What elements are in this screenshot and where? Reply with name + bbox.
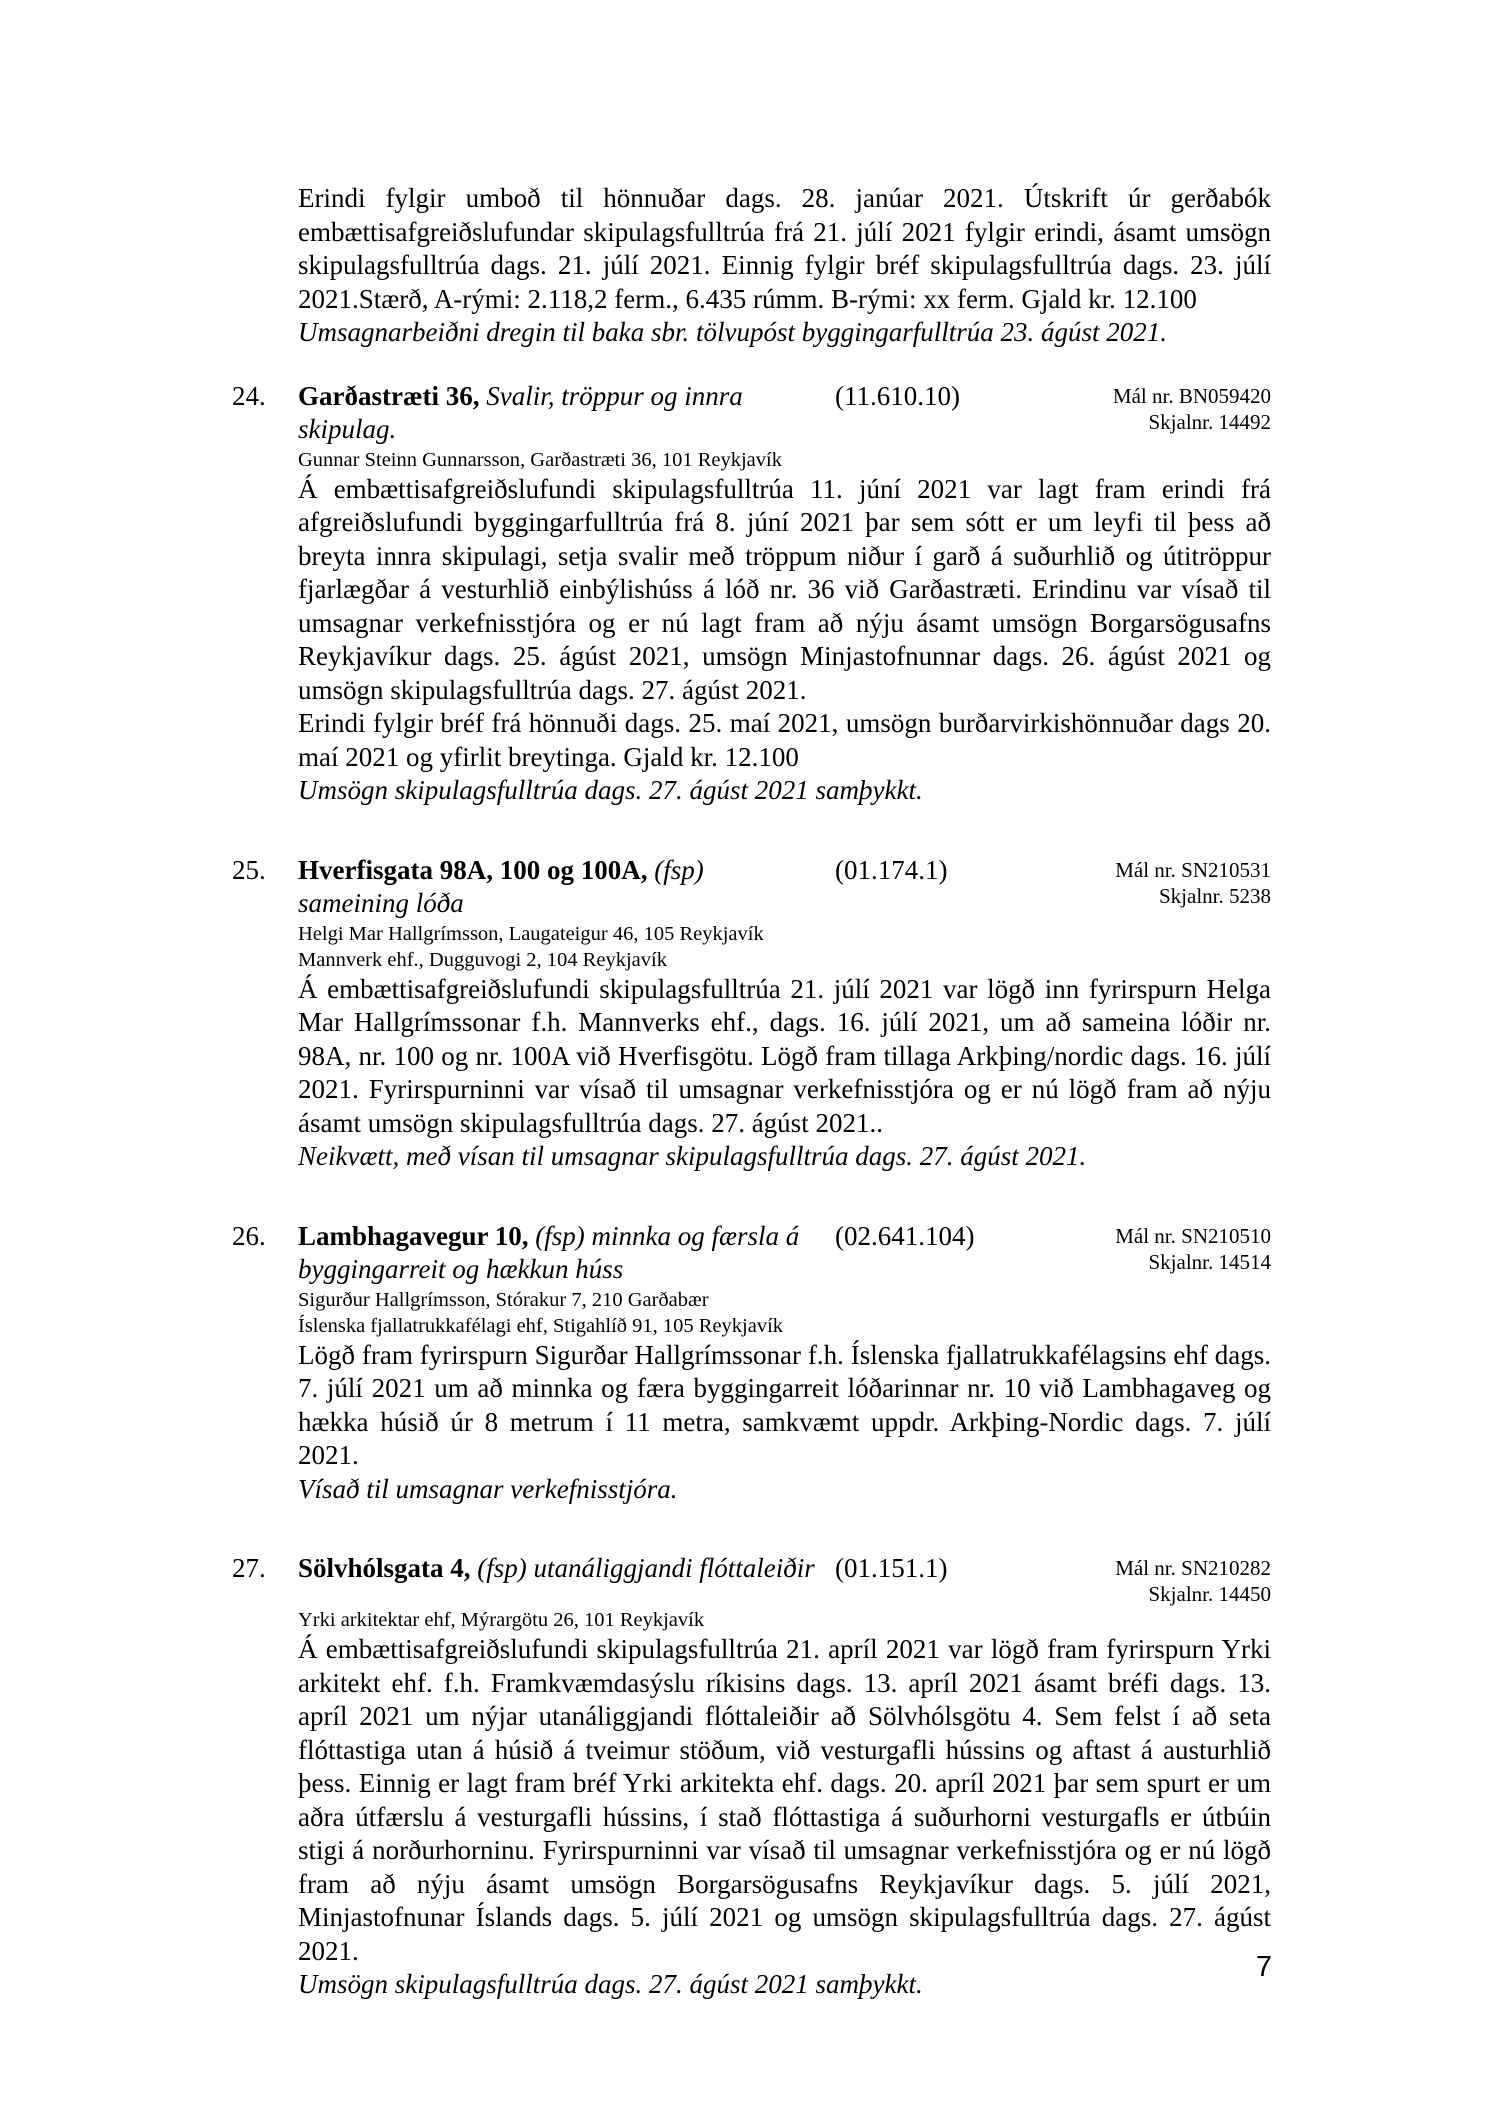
item-number: 25. — [232, 854, 266, 885]
item-resolution: Umsögn skipulagsfulltrúa dags. 27. ágúst 2021 samþykkt. — [298, 1969, 923, 1999]
item-paragraph: Á embættisafgreiðslufundi skipulagsfulltrúa 11. júní 2021 var lagt fram erindi frá afgreiðslufundi byggingarfulltrúa frá 8. júní 2021 þar sem sótt er um leyfi til þess að breyta innra skipulagi, setja svalir með tröppum niður í garð á suðurhlið og útitröppur fjarlægðar á vesturhlið einbýlishúss á lóð nr. 36 við Garðastræti. Erindinu var vísað til umsagnar verkefnisstjóra og er nú lagt fram að nýju ásamt umsögn Borgarsögusafns Reykjavíkur dags. 25. ágúst 2021, umsögn Minjastofnunnar dags. 26. ágúst 2021 og umsögn skipulagsfulltrúa dags. 27. ágúst 2021. — [298, 473, 1271, 705]
agenda-item-26 — [232, 1220, 1271, 1507]
item-resolution: Umsögn skipulagsfulltrúa dags. 27. ágúst 2021 samþykkt. — [298, 775, 923, 805]
item-title — [298, 854, 835, 921]
applicant-lines — [298, 921, 1271, 973]
item-header — [298, 1220, 1271, 1287]
agenda-item-25 — [232, 854, 1271, 1174]
item-address-bold: Garðastræti 36, — [298, 380, 480, 411]
page-number: 7 — [1255, 1951, 1272, 1983]
applicant-lines — [298, 1607, 1271, 1633]
item-title — [298, 1220, 835, 1287]
continuation-paragraph: Erindi fylgir umboð til hönnuðar dags. 28. janúar 2021. Útskrift úr gerðabók embættisafgreiðslufundar skipulagsfulltrúa frá 21. júlí 2021 fylgir erindi, ásamt umsögn skipulagsfulltrúa dags. 21. júlí 2021. Einnig fylgir bréf skipulagsfulltrúa dags. 23. júlí 2021.Stærð, A-rými: 2.118,2 ferm., 6.435 rúmm. B-rými: xx ferm. Gjald kr. 12.100 — [298, 183, 1271, 314]
item-number: 26. — [232, 1220, 266, 1251]
item-mal-nr: Mál nr. SN210510 — [1115, 1223, 1271, 1248]
applicant-lines — [298, 1287, 1271, 1339]
item-references — [990, 1552, 1271, 1607]
item-case-number: (01.174.1) — [835, 854, 948, 885]
item-paragraph: Á embættisafgreiðslufundi skipulagsfulltrúa 21. júlí 2021 var lögð inn fyrirspurn Helga Mar Hallgrímssonar f.h. Mannverks ehf., dags. 16. júlí 2021, um að sameina lóðir nr. 98A, nr. 100 og nr. 100A við Hverfisgötu. Lögð fram tillaga Arkþing/nordic dags. 16. júlí 2021. Fyrirspurninni var vísað til umsagnar verkefnisstjóra og er nú lögð fram að nýju ásamt umsögn skipulagsfulltrúa dags. 27. ágúst 2021.. — [298, 973, 1271, 1138]
item-case-number: (01.151.1) — [835, 1553, 948, 1583]
applicant-line: Yrki arkitektar ehf, Mýrargötu 26, 101 Reykjavík — [298, 1609, 705, 1631]
item-references — [990, 1220, 1271, 1275]
agenda-item-24 — [232, 380, 1271, 808]
item-references — [990, 854, 1271, 909]
page-content — [232, 182, 1271, 2048]
item-resolution: Neikvætt, með vísan til umsagnar skipulagsfulltrúa dags. 27. ágúst 2021. — [298, 1141, 1087, 1171]
applicant-line: Sigurður Hallgrímsson, Stórakur 7, 210 Garðabær — [298, 1288, 709, 1311]
item-skjal-nr: Skjalnr. 14450 — [1148, 1582, 1271, 1606]
item-mal-nr: Mál nr. BN059420 — [1112, 383, 1271, 408]
applicant-line: Gunnar Steinn Gunnarsson, Garðastræti 36, 101 Reykjavík — [298, 448, 782, 471]
agenda-item-27 — [232, 1552, 1271, 2002]
item-paragraph: Á embættisafgreiðslufundi skipulagsfulltrúa 21. apríl 2021 var lögð fram fyrirspurn Yrki arkitekt ehf. f.h. Framkvæmdasýslu ríkisins dags. 13. apríl 2021 ásamt bréfi dags. 13. apríl 2021 um nýjar utanáliggjandi flóttaleiðir að Sölvhólsgötu 4. Sem felst í að seta flóttastiga utan á húsið á tveimur stöðum, við vesturgafli hússins og aftast á austurhlið þess. Einnig er lagt fram bréf Yrki arkitekta ehf. dags. 20. apríl 2021 þar sem spurt er um aðra útfærslu á vesturgafli hússins, í stað flóttastiga á suðurhorni vesturgafls er útbúin stigi á norðurhorninu. Fyrirspurninni var vísað til umsagnar verkefnisstjóra og er nú lögð fram að nýju ásamt umsögn Borgarsögusafns Reykjavíkur dags. 5. júlí 2021, Minjastofnunar Íslands dags. 5. júlí 2021 og umsögn skipulagsfulltrúa dags. 27. ágúst 2021. — [298, 1634, 1271, 1966]
item-mal-nr: Mál nr. SN210531 — [1115, 857, 1271, 882]
item-case-number: (11.610.10) — [835, 380, 960, 411]
applicant-line: Helgi Mar Hallgrímsson, Laugateigur 46, 105 Reykjavík — [298, 922, 764, 945]
item-references — [990, 380, 1271, 435]
item-resolution: Vísað til umsagnar verkefnisstjóra. — [298, 1473, 678, 1504]
item-subtitle-italic: Svalir, tröppur og innra skipulag. — [298, 380, 743, 444]
applicant-lines — [298, 447, 1271, 473]
item-title — [298, 380, 835, 447]
item-paragraph: Erindi fylgir bréf frá hönnuði dags. 25. maí 2021, umsögn burðarvirkishönnuðar dags 20. maí 2021 og yfirlit breytinga. Gjald kr. 12.100 — [298, 708, 1271, 772]
item-address-bold: Sölvhólsgata 4, — [298, 1553, 471, 1583]
item-subtitle-italic: (fsp) sameining lóða — [298, 854, 704, 918]
item-paragraph: Lögð fram fyrirspurn Sigurðar Hallgrímssonar f.h. Íslenska fjallatrukkafélagsins ehf dags. 7. júlí 2021 um að minnka og færa byggingarreit lóðarinnar nr. 10 við Lambhagaveg og hækka húsið úr 8 metrum í 11 metra, samkvæmt uppdr. Arkþing-Nordic dags. 7. júlí 2021. — [298, 1339, 1271, 1470]
item-subtitle-italic: (fsp) minnka og færsla á byggingarreit og hækkun húss — [298, 1220, 800, 1284]
item-skjal-nr: Skjalnr. 14492 — [1148, 409, 1271, 434]
item-subtitle-italic: (fsp) utanáliggjandi flóttaleiðir — [477, 1553, 815, 1583]
item-header — [298, 1552, 1271, 1607]
item-case-number: (02.641.104) — [835, 1220, 975, 1251]
item-number: 27. — [232, 1553, 266, 1583]
applicant-line: Mannverk ehf., Dugguvogi 2, 104 Reykjavík — [298, 948, 667, 971]
item-skjal-nr: Skjalnr. 14514 — [1148, 1249, 1271, 1274]
item-number: 24. — [232, 380, 266, 411]
item-skjal-nr: Skjalnr. 5238 — [1158, 883, 1271, 908]
continuation-resolution: Umsagnarbeiðni dregin til baka sbr. tölvupóst byggingarfulltrúa 23. ágúst 2021. — [298, 317, 1168, 347]
item-header — [298, 854, 1271, 921]
item-header — [298, 380, 1271, 447]
item-title — [298, 1552, 835, 1586]
item-address-bold: Lambhagavegur 10, — [298, 1220, 529, 1251]
item-address-bold: Hverfisgata 98A, 100 og 100A, — [298, 854, 648, 885]
item-23-continuation — [298, 182, 1271, 350]
applicant-line: Íslenska fjallatrukkafélagi ehf, Stigahlíð 91, 105 Reykjavík — [298, 1314, 784, 1337]
item-mal-nr: Mál nr. SN210282 — [1115, 1556, 1271, 1580]
